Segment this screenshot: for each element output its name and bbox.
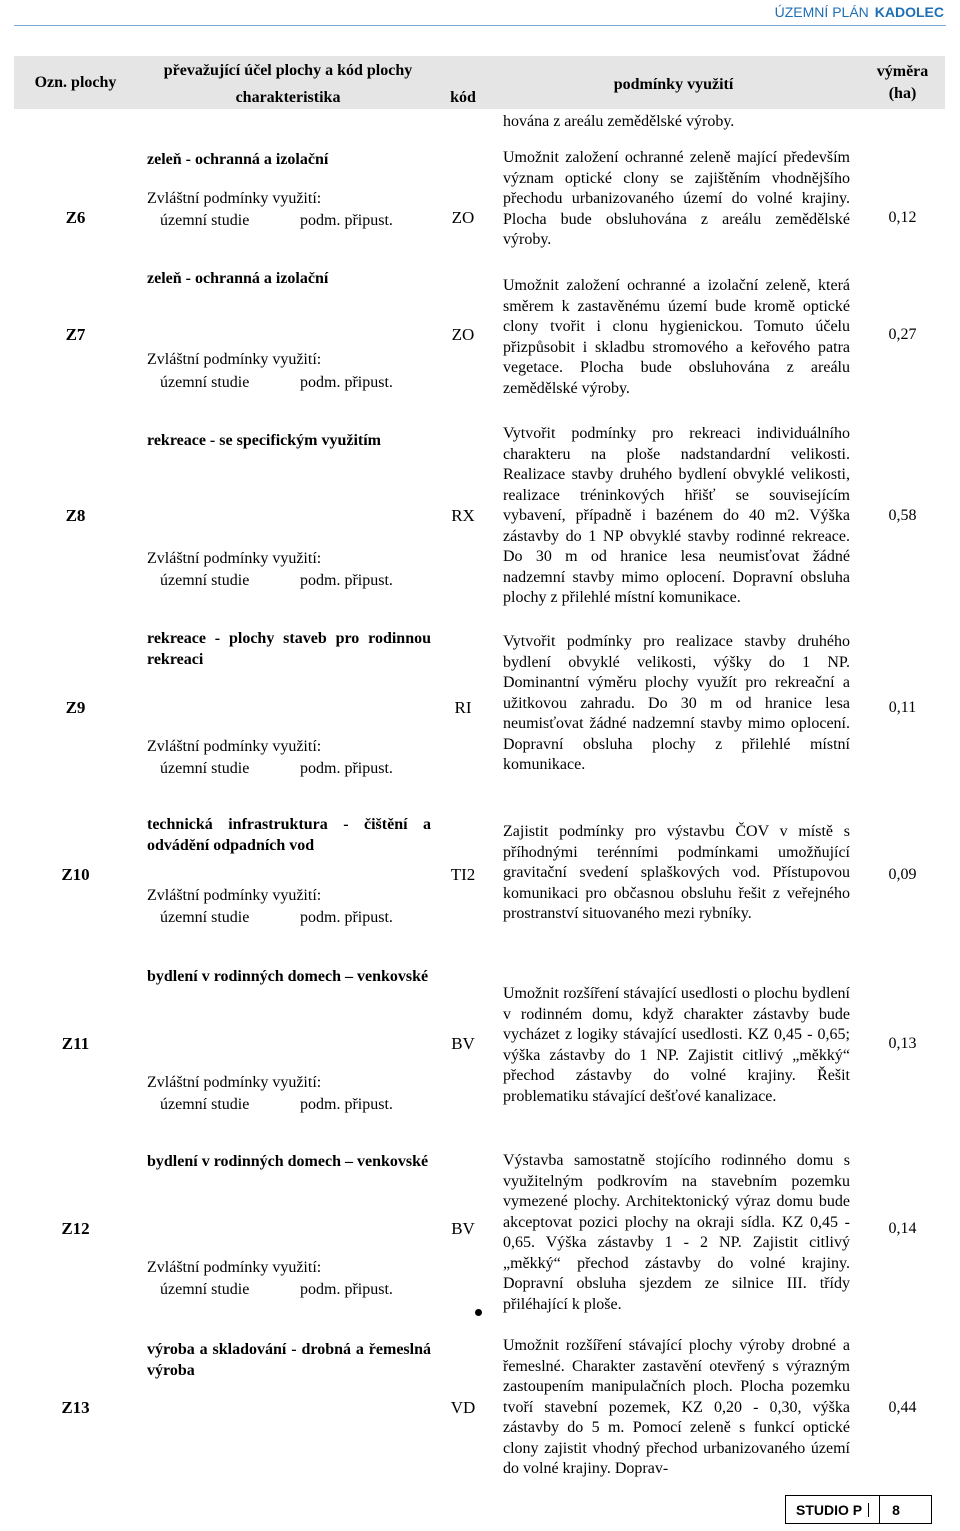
row-code: BV [451, 1033, 475, 1053]
row-purpose: rekreace - plochy staveb pro rodinnou rekreaci [147, 630, 431, 668]
row-purpose: bydlení v rodinných domech – venkovské [147, 968, 429, 985]
special-conditions-label: Zvláštní podmínky využití: [147, 351, 322, 368]
table-header-row [14, 56, 945, 109]
row-area: 0,27 [888, 326, 917, 343]
table-row [14, 416, 945, 616]
row-purpose: bydlení v rodinných domech – venkovské [147, 1153, 429, 1170]
condition-label: podm. připust. [300, 1096, 393, 1113]
row-purpose: výroba a skladování - drobná a řemeslná výroba [147, 1341, 431, 1379]
condition-label: podm. připust. [300, 1281, 393, 1298]
row-conditions: Umožnit rozšíření stávající usedlosti o plochu bydlení v rodinném domu, když charakter zástavby bude vycházet z logiky stávající usedlosti. KZ 0,45 - 0,65; výška zástavby do 1 NP. Zajistit citlivý „měkký“ přechod zástavby do volné krajiny. Řešit problematiku stávající dešťové kanalizace. [503, 985, 850, 1105]
page-number: 8 [892, 1501, 900, 1518]
header-rule [14, 25, 946, 26]
row-code: BV [451, 1218, 475, 1238]
row-code: ZO [451, 325, 475, 344]
row-purpose: rekreace - se specifickým využitím [147, 432, 382, 449]
row-code: RI [454, 698, 472, 717]
page-footer [785, 1495, 932, 1524]
table-row [14, 256, 945, 414]
row-area: 0,09 [888, 866, 917, 883]
col-header-conditions: podmínky využití [613, 76, 734, 93]
table-row [14, 800, 945, 950]
condition-label: podm. připust. [300, 909, 393, 926]
special-conditions-label: Zvláštní podmínky využití: [147, 1074, 322, 1091]
row-purpose: zeleň - ochranná a izolační [147, 270, 329, 287]
col-header-purpose [137, 56, 439, 109]
row-area: 0,13 [888, 1034, 917, 1052]
table-row [14, 1322, 945, 1493]
row-area: 0,11 [888, 699, 917, 716]
study-label: územní studie [160, 374, 250, 391]
header-municipality: KADOLEC [874, 4, 944, 20]
table-row-continued [14, 111, 945, 133]
study-label: územní studie [160, 572, 250, 589]
row-id: Z9 [65, 698, 86, 717]
footer-separator [879, 1496, 880, 1523]
row-id: Z10 [61, 865, 90, 884]
condition-label: podm. připust. [300, 374, 393, 391]
row-conditions: Vytvořit podmínky pro realizace stavby druhého bydlení obvyklé velikosti, výšky do 1 NP. Dominantní výměru plochy využít pro rekreační a užitkovou zahradu. Do 30 m od hranice lesa neumisťovat žádné nadzemní stavby mimo oplocení. Dopravní obsluha plochy z přilehlé místní komunikace. [503, 633, 850, 773]
study-label: územní studie [160, 1281, 250, 1298]
row-id: Z7 [65, 325, 86, 344]
table-row [14, 1137, 945, 1320]
row-id: Z8 [65, 506, 86, 525]
col-header-characteristic: charakteristika [235, 89, 341, 106]
table-row [14, 618, 945, 798]
row-code: TI2 [450, 865, 476, 884]
table-row [14, 952, 945, 1135]
row-id: Z6 [65, 208, 86, 227]
condition-label: podm. připust. [300, 212, 393, 229]
row-purpose: zeleň - ochranná a izolační [147, 151, 329, 168]
row-conditions: Umožnit založení ochranné zeleně mající především význam optické clony se zajištěním vhodnějšího přechodu urbanizovaného území do volné krajiny. Plocha bude obsluhována z areálu zemědělské výroby. [503, 149, 850, 248]
study-label: územní studie [160, 760, 250, 777]
row-conditions: Zajistit podmínky pro výstavbu ČOV v místě s příhodnými terénními podmínkami umožňující gravitační svedení splaškových vod. Přístupovou komunikaci pro občasnou obsluhu řešit z veřejného prostranství situovaného mezi rybníky. [503, 823, 850, 922]
condition-label: podm. připust. [300, 760, 393, 777]
row-conditions: Umožnit rozšíření stávající plochy výroby drobné a řemeslné. Charakter zastavění otevřený s výrazným zastoupením manipulačních ploch. Plocha pozemku tvoří stavební pozemek, KZ 0,20 - 0,30, výška zástavby do 5 m. Pomocí zeleně s funkcí optické clony zajistit vhodný přechod urbanizovaného území do volné krajiny. Doprav- [503, 1337, 850, 1477]
col-header-id: Ozn. plochy [34, 73, 117, 91]
special-conditions-label: Zvláštní podmínky využití: [147, 887, 322, 904]
study-label: územní studie [160, 1096, 250, 1113]
special-conditions-label: Zvláštní podmínky využití: [147, 550, 322, 567]
row-code: RX [451, 506, 475, 525]
col-header-purpose-main: převažující účel plochy a kód plochy [163, 62, 413, 79]
row-purpose: technická infrastruktura - čištění a odvádění odpadních vod [147, 816, 431, 854]
row-code: VD [450, 1397, 476, 1417]
row-id: Z13 [61, 1397, 90, 1417]
row-conditions: Výstavba samostatně stojícího rodinného domu s využitelným podkrovím na stavebním pozemku vymezené plochy. Architektonický výraz domu bude akceptovat pozici plochy na okraji sídla. KZ 0,45 - 0,65. Výška zástavby 1 - 2 NP. Zajistit citlivý „měkký“ přechod zástavby do volné krajiny. Dopravní obsluha sjezdem ze silnice III. třídy přiléhající k ploše. [503, 1152, 850, 1313]
special-conditions-label: Zvláštní podmínky využití: [147, 190, 322, 207]
row-conditions: Vytvořit podmínky pro rekreaci individuálního charakteru na ploše nadstandardní velikosti. Realizace stavby druhého bydlení obvyklé velikosti, realizace tréninkových hřišť se souvisejícím vybavení, případně i bazénem do 40 m2. Výška zástavby do 1 NP obvyklé stavby rodinné rekreace. Do 30 m od hranice lesa neumisťovat žádné nadzemní stavby mimo oplocení. Dopravní obsluha plochy z přilehlé místní komunikace. [503, 425, 850, 606]
row-id: Z11 [61, 1033, 90, 1053]
studio-name: STUDIO P [796, 1501, 863, 1518]
col-header-area: výměra (ha) [876, 62, 929, 102]
row-area: 0,44 [888, 1398, 917, 1416]
special-conditions-label: Zvláštní podmínky využití: [147, 738, 322, 755]
special-conditions-label: Zvláštní podmínky využití: [147, 1259, 322, 1276]
col-header-code: kód [450, 89, 476, 106]
continued-text: hována z areálu zemědělské výroby. [503, 113, 735, 130]
row-code: ZO [451, 208, 475, 227]
condition-label: podm. připust. [300, 572, 393, 589]
footer-divider [868, 1503, 869, 1517]
row-id: Z12 [61, 1218, 90, 1238]
study-label: územní studie [160, 212, 250, 229]
row-area: 0,12 [888, 209, 917, 226]
study-label: územní studie [160, 909, 250, 926]
row-area: 0,58 [888, 507, 917, 524]
row-conditions: Umožnit založení ochranné a izolační zeleně, která směrem k zastavěnému území bude kromě optické clony tvořit i clonu hygienickou. Tomuto účelu přizpůsobit i skladbu stromového a keřového patra vegetace. Plocha bude obsluhována z areálu zemědělské výroby. [503, 277, 850, 397]
header-title: ÚZEMNÍ PLÁN [774, 4, 869, 20]
row-area: 0,14 [888, 1219, 917, 1237]
running-header [775, 4, 944, 20]
